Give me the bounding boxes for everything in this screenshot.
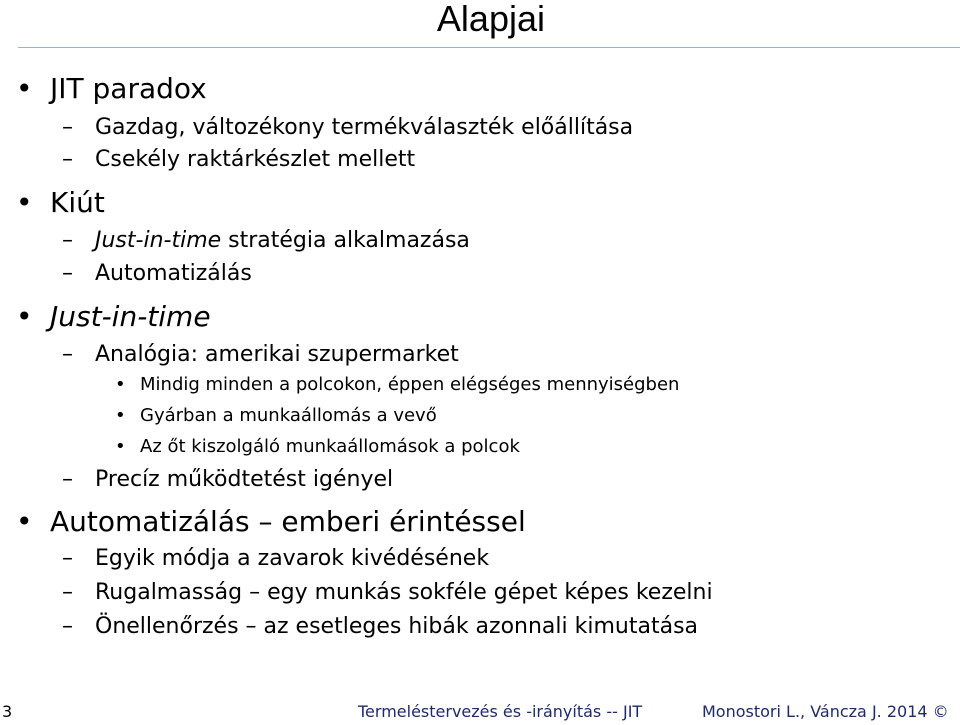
bullet-marker: • — [16, 186, 33, 219]
bullet-text: Automatizálás – emberi érintéssel — [50, 505, 526, 538]
dash-marker: – — [62, 580, 73, 605]
subbullet-text: Analógia: amerikai szupermarket — [95, 342, 459, 367]
subsubbullet-text: Gyárban a munkaállomás a vevő — [140, 405, 437, 426]
subbullet-text-italic: Just-in-time — [95, 228, 222, 253]
bullet-text: JIT paradox — [50, 72, 207, 105]
bullet-text: Kiút — [50, 186, 105, 219]
dash-marker: – — [62, 614, 73, 639]
subsubbullet-text: Mindig minden a polcokon, éppen elégséges mennyiségben — [140, 374, 680, 395]
subbullet-text-rest: stratégia alkalmazása — [221, 228, 470, 253]
small-bullet-marker: • — [115, 405, 126, 426]
subbullet-text — [95, 228, 470, 254]
bullet-marker: • — [16, 505, 33, 538]
small-bullet-marker: • — [115, 436, 126, 457]
bullet-text: Just-in-time — [50, 300, 211, 333]
subsubbullet-text: Az őt kiszolgáló munkaállomások a polcok — [140, 436, 520, 457]
slide-title: Alapjai — [436, 0, 545, 39]
dash-marker: – — [62, 261, 73, 286]
subbullet-text: Automatizálás — [95, 261, 252, 286]
slide-footer — [0, 698, 960, 725]
subbullet-text: Egyik módja a zavarok kivédésének — [95, 546, 490, 571]
bullet-marker: • — [16, 300, 33, 333]
subbullet-text: Önellenőrzés – az esetleges hibák azonnali kimutatása — [95, 614, 699, 639]
footer-course-title: Termeléstervezés és -irányítás -- JIT — [358, 702, 643, 721]
dash-marker: – — [62, 342, 73, 367]
subbullet-text: Csekély raktárkészlet mellett — [95, 147, 416, 172]
dash-marker: – — [62, 228, 73, 253]
subbullet-text: Precíz működtetést igényel — [95, 467, 394, 492]
dash-marker: – — [62, 546, 73, 571]
dash-marker: – — [62, 115, 73, 140]
bullet-marker: • — [16, 72, 33, 105]
dash-marker: – — [62, 147, 73, 172]
subbullet-text: Gazdag, változékony termékválaszték előállítása — [95, 115, 634, 140]
small-bullet-marker: • — [115, 374, 126, 395]
dash-marker: – — [62, 467, 73, 492]
subbullet-text: Rugalmasság – egy munkás sokféle gépet képes kezelni — [95, 580, 713, 605]
footer-authors: Monostori L., Váncza J. 2014 © — [702, 702, 949, 721]
page-number: 3 — [2, 702, 13, 721]
